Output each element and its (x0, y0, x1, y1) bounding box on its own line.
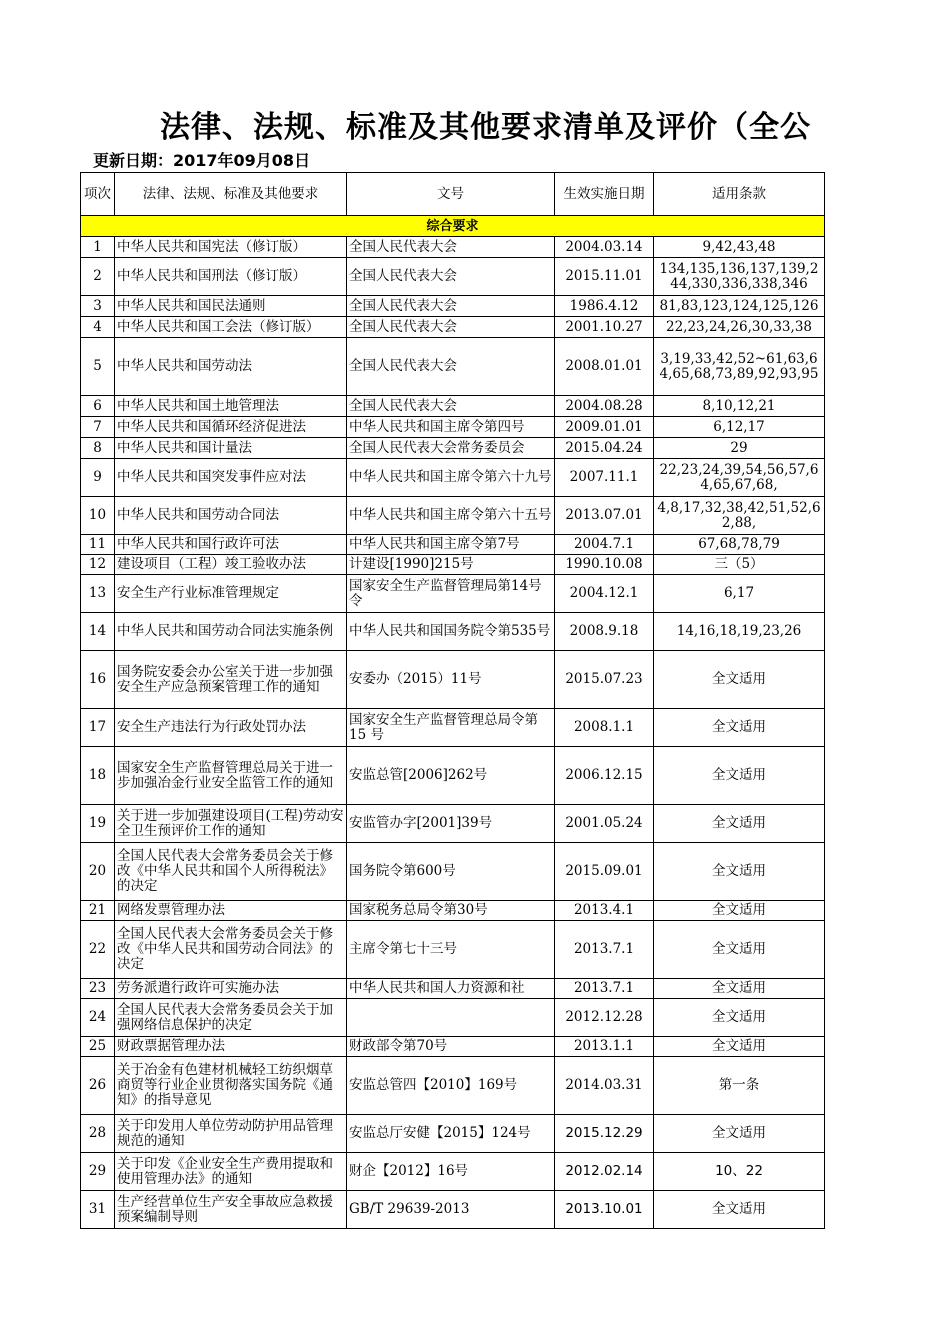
table-row (81, 921, 825, 979)
row-document-number: 全国人民代表大会 (347, 338, 555, 396)
row-applicable-clauses: 134,135,136,137,139,244,330,336,338,346 (654, 258, 825, 296)
row-item-no: 2 (81, 258, 115, 296)
row-effective-date: 2006.12.15 (555, 747, 654, 805)
row-regulation-name: 关于进一步加强建设项目(工程)劳动安全卫生预评价工作的通知 (115, 805, 347, 843)
row-document-number: 安监总管[2006]262号 (347, 747, 555, 805)
section-label: 综合要求 (81, 216, 825, 237)
table-row (81, 1115, 825, 1153)
row-effective-date: 2012.02.14 (555, 1153, 654, 1191)
row-regulation-name: 生产经营单位生产安全事故应急救援预案编制导则 (115, 1191, 347, 1229)
table-row (81, 575, 825, 613)
row-applicable-clauses: 全文适用 (654, 1191, 825, 1229)
row-document-number: 全国人民代表大会常务委员会 (347, 438, 555, 459)
row-item-no: 25 (81, 1037, 115, 1057)
row-item-no: 8 (81, 438, 115, 459)
row-effective-date: 2013.07.01 (555, 497, 654, 535)
row-applicable-clauses: 81,83,123,124,125,126 (654, 296, 825, 317)
row-applicable-clauses: 22,23,24,26,30,33,38 (654, 317, 825, 338)
row-applicable-clauses: 4,8,17,32,38,42,51,52,62,88, (654, 497, 825, 535)
row-document-number: 全国人民代表大会 (347, 258, 555, 296)
row-applicable-clauses: 全文适用 (654, 805, 825, 843)
row-document-number: 中华人民共和国主席令第7号 (347, 535, 555, 555)
row-regulation-name: 中华人民共和国宪法（修订版） (115, 237, 347, 258)
row-effective-date: 2004.08.28 (555, 396, 654, 417)
document-title: 法律、法规、标准及其他要求清单及评价（全公 (160, 110, 811, 145)
table-row (81, 805, 825, 843)
header-regulation-name: 法律、法规、标准及其他要求 (115, 173, 347, 216)
row-regulation-name: 关于冶金有色建材机械轻工纺织烟草商贸等行业企业贯彻落实国务院《通知》的指导意见 (115, 1057, 347, 1115)
row-item-no: 3 (81, 296, 115, 317)
row-document-number: 国家安全生产监督管理总局令第 15 号 (347, 709, 555, 747)
row-regulation-name: 中华人民共和国土地管理法 (115, 396, 347, 417)
row-regulation-name: 中华人民共和国计量法 (115, 438, 347, 459)
table-row (81, 237, 825, 258)
row-regulation-name: 中华人民共和国劳动法 (115, 338, 347, 396)
row-applicable-clauses: 全文适用 (654, 709, 825, 747)
table-row (81, 497, 825, 535)
row-effective-date: 2012.12.28 (555, 999, 654, 1037)
row-item-no: 7 (81, 417, 115, 438)
row-regulation-name: 关于印发用人单位劳动防护用品管理规范的通知 (115, 1115, 347, 1153)
row-document-number: 中华人民共和国国务院令第535号 (347, 613, 555, 651)
row-applicable-clauses: 9,42,43,48 (654, 237, 825, 258)
row-regulation-name: 财政票据管理办法 (115, 1037, 347, 1057)
row-applicable-clauses: 3,19,33,42,52~61,63,64,65,68,73,89,92,93,95 (654, 338, 825, 396)
row-applicable-clauses: 29 (654, 438, 825, 459)
row-applicable-clauses: 全文适用 (654, 1037, 825, 1057)
row-effective-date: 2009.01.01 (555, 417, 654, 438)
row-regulation-name: 国务院安委会办公室关于进一步加强安全生产应急预案管理工作的通知 (115, 651, 347, 709)
row-document-number: 财企【2012】16号 (347, 1153, 555, 1191)
row-item-no: 6 (81, 396, 115, 417)
row-document-number: 中华人民共和国主席令第六十九号 (347, 459, 555, 497)
table-row (81, 417, 825, 438)
row-item-no: 18 (81, 747, 115, 805)
row-effective-date: 2004.03.14 (555, 237, 654, 258)
row-applicable-clauses: 14,16,18,19,23,26 (654, 613, 825, 651)
table-row (81, 613, 825, 651)
table-row (81, 396, 825, 417)
table-row (81, 317, 825, 338)
row-effective-date: 2001.05.24 (555, 805, 654, 843)
row-effective-date: 2013.7.1 (555, 921, 654, 979)
row-applicable-clauses: 第一条 (654, 1057, 825, 1115)
row-item-no: 17 (81, 709, 115, 747)
row-applicable-clauses: 全文适用 (654, 921, 825, 979)
table-row (81, 651, 825, 709)
row-item-no: 26 (81, 1057, 115, 1115)
row-regulation-name: 中华人民共和国劳动合同法实施条例 (115, 613, 347, 651)
row-regulation-name: 中华人民共和国循环经济促进法 (115, 417, 347, 438)
row-effective-date: 2013.7.1 (555, 979, 654, 999)
table-row (81, 709, 825, 747)
row-effective-date: 2015.04.24 (555, 438, 654, 459)
row-regulation-name: 全国人民代表大会常务委员会关于修改《中华人民共和国个人所得税法》的决定 (115, 843, 347, 901)
table-row (81, 459, 825, 497)
row-item-no: 16 (81, 651, 115, 709)
table-row (81, 1153, 825, 1191)
row-regulation-name: 安全生产行业标准管理规定 (115, 575, 347, 613)
table-row (81, 555, 825, 575)
row-regulation-name: 中华人民共和国劳动合同法 (115, 497, 347, 535)
row-document-number: 中华人民共和国主席令第四号 (347, 417, 555, 438)
row-regulation-name: 中华人民共和国工会法（修订版） (115, 317, 347, 338)
table-row (81, 747, 825, 805)
row-applicable-clauses: 全文适用 (654, 979, 825, 999)
row-applicable-clauses: 全文适用 (654, 843, 825, 901)
row-applicable-clauses: 三（5） (654, 555, 825, 575)
row-document-number: 计建设[1990]215号 (347, 555, 555, 575)
row-document-number: 国家安全生产监督管理局第14号令 (347, 575, 555, 613)
row-effective-date: 2004.12.1 (555, 575, 654, 613)
table-row (81, 901, 825, 921)
row-regulation-name: 建设项目（工程）竣工验收办法 (115, 555, 347, 575)
row-effective-date: 1986.4.12 (555, 296, 654, 317)
row-document-number: 财政部令第70号 (347, 1037, 555, 1057)
row-regulation-name: 网络发票管理办法 (115, 901, 347, 921)
row-document-number: GB/T 29639-2013 (347, 1191, 555, 1229)
table-row (81, 1191, 825, 1229)
row-effective-date: 2008.1.1 (555, 709, 654, 747)
row-document-number: 中华人民共和国主席令第六十五号 (347, 497, 555, 535)
table-header-row (81, 173, 825, 216)
row-document-number: 安监总管四【2010】169号 (347, 1057, 555, 1115)
row-item-no: 24 (81, 999, 115, 1037)
row-effective-date: 2015.11.01 (555, 258, 654, 296)
table-row (81, 438, 825, 459)
row-item-no: 29 (81, 1153, 115, 1191)
row-applicable-clauses: 6,12,17 (654, 417, 825, 438)
row-document-number: 中华人民共和国人力资源和社 (347, 979, 555, 999)
section-row (81, 216, 825, 237)
row-regulation-name: 全国人民代表大会常务委员会关于加强网络信息保护的决定 (115, 999, 347, 1037)
row-item-no: 28 (81, 1115, 115, 1153)
row-item-no: 19 (81, 805, 115, 843)
table-row (81, 258, 825, 296)
row-regulation-name: 中华人民共和国行政许可法 (115, 535, 347, 555)
row-regulation-name: 安全生产违法行为行政处罚办法 (115, 709, 347, 747)
row-regulation-name: 劳务派遣行政许可实施办法 (115, 979, 347, 999)
row-applicable-clauses: 10、22 (654, 1153, 825, 1191)
row-item-no: 14 (81, 613, 115, 651)
row-effective-date: 2007.11.1 (555, 459, 654, 497)
row-document-number: 安委办（2015）11号 (347, 651, 555, 709)
table-row (81, 999, 825, 1037)
row-item-no: 21 (81, 901, 115, 921)
row-item-no: 9 (81, 459, 115, 497)
row-applicable-clauses: 6,17 (654, 575, 825, 613)
row-document-number: 全国人民代表大会 (347, 237, 555, 258)
row-item-no: 4 (81, 317, 115, 338)
row-applicable-clauses: 67,68,78,79 (654, 535, 825, 555)
row-item-no: 31 (81, 1191, 115, 1229)
row-item-no: 13 (81, 575, 115, 613)
row-effective-date: 2013.1.1 (555, 1037, 654, 1057)
row-document-number: 全国人民代表大会 (347, 396, 555, 417)
table-row (81, 535, 825, 555)
row-item-no: 1 (81, 237, 115, 258)
table-row (81, 338, 825, 396)
row-applicable-clauses: 全文适用 (654, 651, 825, 709)
row-applicable-clauses: 全文适用 (654, 747, 825, 805)
row-document-number: 安监管办字[2001]39号 (347, 805, 555, 843)
row-document-number: 国务院令第600号 (347, 843, 555, 901)
row-item-no: 22 (81, 921, 115, 979)
row-item-no: 5 (81, 338, 115, 396)
row-applicable-clauses: 全文适用 (654, 1115, 825, 1153)
row-effective-date: 2008.9.18 (555, 613, 654, 651)
table-row (81, 979, 825, 999)
table-row (81, 296, 825, 317)
row-effective-date: 2015.09.01 (555, 843, 654, 901)
row-applicable-clauses: 全文适用 (654, 901, 825, 921)
row-regulation-name: 国家安全生产监督管理总局关于进一步加强冶金行业安全监管工作的通知 (115, 747, 347, 805)
row-effective-date: 2015.12.29 (555, 1115, 654, 1153)
row-item-no: 12 (81, 555, 115, 575)
row-applicable-clauses: 全文适用 (654, 999, 825, 1037)
row-effective-date: 2004.7.1 (555, 535, 654, 555)
row-effective-date: 2001.10.27 (555, 317, 654, 338)
row-item-no: 23 (81, 979, 115, 999)
row-item-no: 20 (81, 843, 115, 901)
row-regulation-name: 关于印发《企业安全生产费用提取和使用管理办法》的通知 (115, 1153, 347, 1191)
regulations-table (80, 172, 825, 1229)
row-applicable-clauses: 8,10,12,21 (654, 396, 825, 417)
row-effective-date: 2008.01.01 (555, 338, 654, 396)
row-document-number: 安监总厅安健【2015】124号 (347, 1115, 555, 1153)
row-regulation-name: 中华人民共和国突发事件应对法 (115, 459, 347, 497)
header-item-no: 项次 (81, 173, 115, 216)
table-row (81, 1037, 825, 1057)
row-document-number: 全国人民代表大会 (347, 317, 555, 338)
header-document-number: 文号 (347, 173, 555, 216)
header-applicable-clauses: 适用条款 (654, 173, 825, 216)
row-regulation-name: 中华人民共和国民法通则 (115, 296, 347, 317)
row-effective-date: 2014.03.31 (555, 1057, 654, 1115)
row-document-number (347, 999, 555, 1037)
row-effective-date: 1990.10.08 (555, 555, 654, 575)
row-effective-date: 2013.10.01 (555, 1191, 654, 1229)
row-document-number: 全国人民代表大会 (347, 296, 555, 317)
row-document-number: 主席令第七十三号 (347, 921, 555, 979)
row-applicable-clauses: 22,23,24,39,54,56,57,64,65,67,68, (654, 459, 825, 497)
update-date: 更新日期：2017年09月08日 (93, 151, 311, 170)
row-regulation-name: 全国人民代表大会常务委员会关于修改《中华人民共和国劳动合同法》的决定 (115, 921, 347, 979)
table-row (81, 1057, 825, 1115)
row-regulation-name: 中华人民共和国刑法（修订版） (115, 258, 347, 296)
row-effective-date: 2015.07.23 (555, 651, 654, 709)
row-item-no: 11 (81, 535, 115, 555)
row-document-number: 国家税务总局令第30号 (347, 901, 555, 921)
header-effective-date: 生效实施日期 (555, 173, 654, 216)
row-effective-date: 2013.4.1 (555, 901, 654, 921)
row-item-no: 10 (81, 497, 115, 535)
table-row (81, 843, 825, 901)
